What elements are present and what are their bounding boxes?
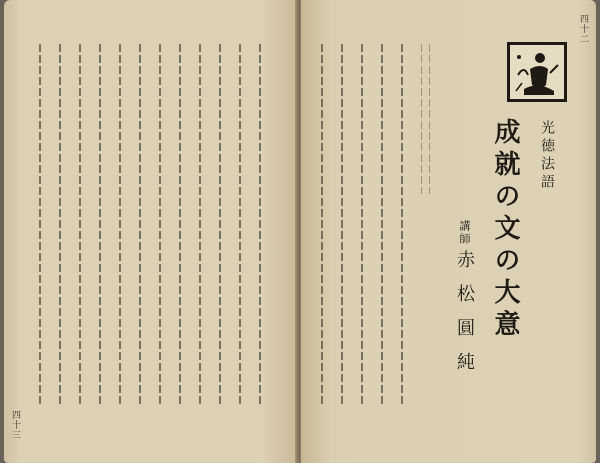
left-page [4,0,297,463]
right-page [301,0,596,463]
author-label: 講師 [458,220,471,246]
left-page-number: 四十三 [10,410,20,440]
author-name: 赤松圓純 [454,250,475,386]
seated-figure-seal-icon [507,42,567,102]
series-title: 光徳法語 [539,120,555,192]
right-page-number: 四十二 [578,14,588,44]
article-title: 成就の文の大意 [490,118,520,342]
